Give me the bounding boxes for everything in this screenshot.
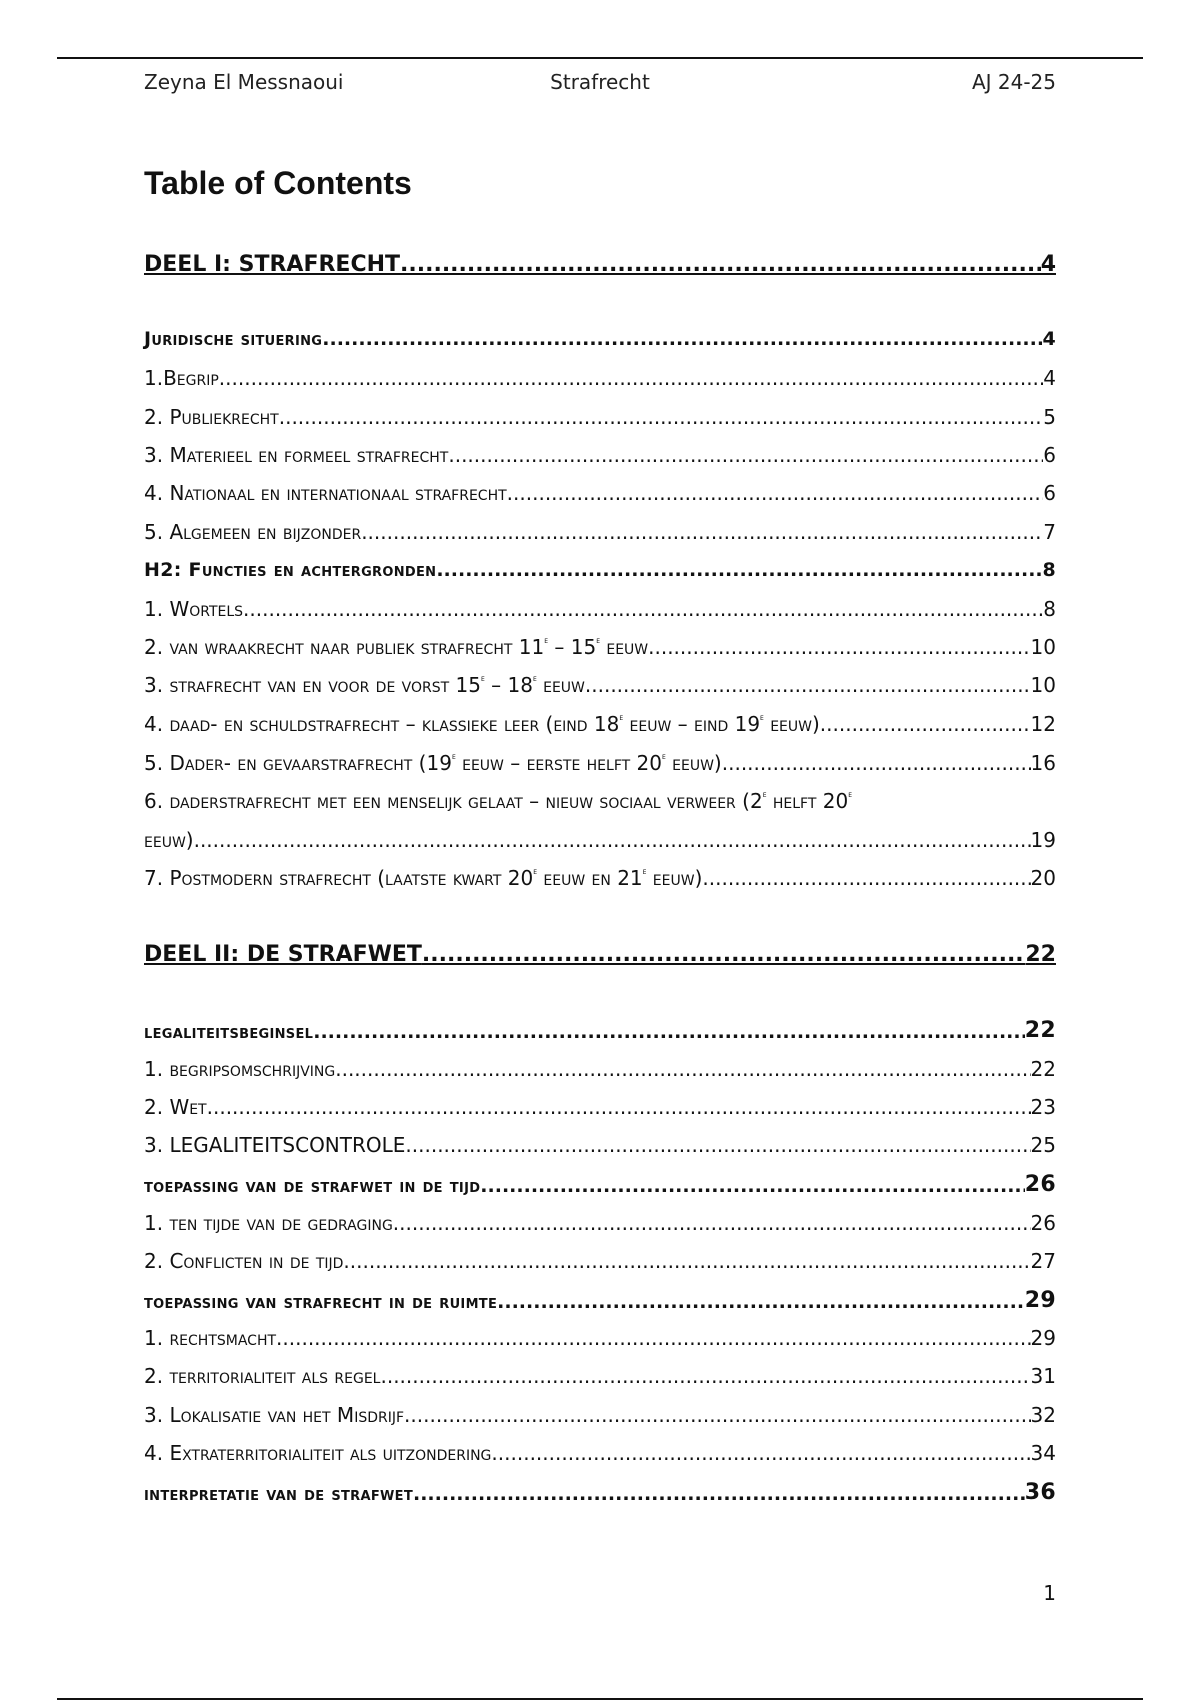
toc-entry-klassieke-leer[interactable]: 4. daad- en schuldstrafrecht – klassieke leer (eind 18e eeuw – eind 19e eeuw) ..... 12 <box>144 712 1056 736</box>
toc-entry-extraterritorialiteit[interactable]: 4. Extraterritorialiteit als uitzondering ..... 34 <box>144 1441 1056 1465</box>
toc-entry-algemeen[interactable]: 5. Algemeen en bijzonder ..... 7 <box>144 520 1056 544</box>
toc-entry-begrip[interactable]: 1.Begrip ..... 4 <box>144 366 1056 390</box>
toc-entry-begripsomschrijving[interactable]: 1. begripsomschrijving ..... 22 <box>144 1057 1056 1081</box>
toc-entry-territorialiteit[interactable]: 2. territorialiteit als regel ..... 31 <box>144 1364 1056 1388</box>
page-title: Table of Contents <box>144 165 412 201</box>
toc-entry-postmodern[interactable]: 7. Postmodern strafrecht (laatste kwart 20e eeuw en 21e eeuw) ..... 20 <box>144 866 1056 890</box>
toc-entry-gevaarstrafrecht[interactable]: 5. Dader- en gevaarstrafrecht (19e eeuw – eerste helft 20e eeuw) ..... 16 <box>144 751 1056 775</box>
toc-entry-materieel[interactable]: 3. Materieel en formeel strafrecht ..... 6 <box>144 443 1056 467</box>
header-author: Zeyna El Messnaoui <box>144 70 344 94</box>
toc-entry-juridische-situering[interactable]: Juridische situering ..... 4 <box>144 328 1056 350</box>
header-rule <box>57 57 1143 59</box>
toc-entry-sociaal-verweer-cont[interactable]: eeuw) ..... 19 <box>144 828 1056 852</box>
toc-entry-h2-functies[interactable]: H2: Functies en achtergronden ..... 8 <box>144 559 1056 581</box>
toc-entry-wraakrecht[interactable]: 2. van wraakrecht naar publiek strafrecht 11e – 15e eeuw ..... 10 <box>144 635 1056 659</box>
toc-entry-deel2[interactable]: DEEL II: DE STRAFWET ..... 22 <box>144 942 1056 967</box>
toc-entry-wortels[interactable]: 1. Wortels ..... 8 <box>144 597 1056 621</box>
toc-entry-wet[interactable]: 2. Wet ..... 23 <box>144 1095 1056 1119</box>
toc-entry-tijd[interactable]: toepassing van de strafwet in de tijd ..... 26 <box>144 1172 1056 1197</box>
toc-entry-nationaal[interactable]: 4. Nationaal en internationaal strafrecht ..... 6 <box>144 481 1056 505</box>
toc-entry-deel1[interactable]: DEEL I: STRAFRECHT ..... 4 <box>144 252 1056 277</box>
page-number: 1 <box>1043 1581 1056 1605</box>
toc-entry-conflicten[interactable]: 2. Conflicten in de tijd ..... 27 <box>144 1249 1056 1273</box>
toc-entry-rechtsmacht[interactable]: 1. rechtsmacht ..... 29 <box>144 1326 1056 1350</box>
header-year: AJ 24-25 <box>971 70 1056 94</box>
toc-entry-legaliteitscontrole[interactable]: 3. LEGALITEITSCONTROLE ..... 25 <box>144 1133 1056 1157</box>
toc-entry-interpretatie[interactable]: interpretatie van de strafwet ..... 36 <box>144 1480 1056 1505</box>
toc-entry-lokalisatie[interactable]: 3. Lokalisatie van het Misdrijf ..... 32 <box>144 1403 1056 1427</box>
toc-entry-vorst[interactable]: 3. strafrecht van en voor de vorst 15e – 18e eeuw ..... 10 <box>144 673 1056 697</box>
header-subject: Strafrecht <box>550 70 650 94</box>
toc-entry-ten-tijde[interactable]: 1. ten tijde van de gedraging ..... 26 <box>144 1211 1056 1235</box>
toc-entry-sociaal-verweer[interactable]: 6. daderstrafrecht met een menselijk gelaat – nieuw sociaal verweer (2e helft 20e <box>144 789 852 813</box>
toc-entry-publiekrecht[interactable]: 2. Publiekrecht ..... 5 <box>144 405 1056 429</box>
toc-entry-legaliteitsbeginsel[interactable]: legaliteitsbeginsel ..... 22 <box>144 1018 1056 1043</box>
toc-entry-ruimte[interactable]: toepassing van strafrecht in de ruimte ..... 29 <box>144 1288 1056 1313</box>
